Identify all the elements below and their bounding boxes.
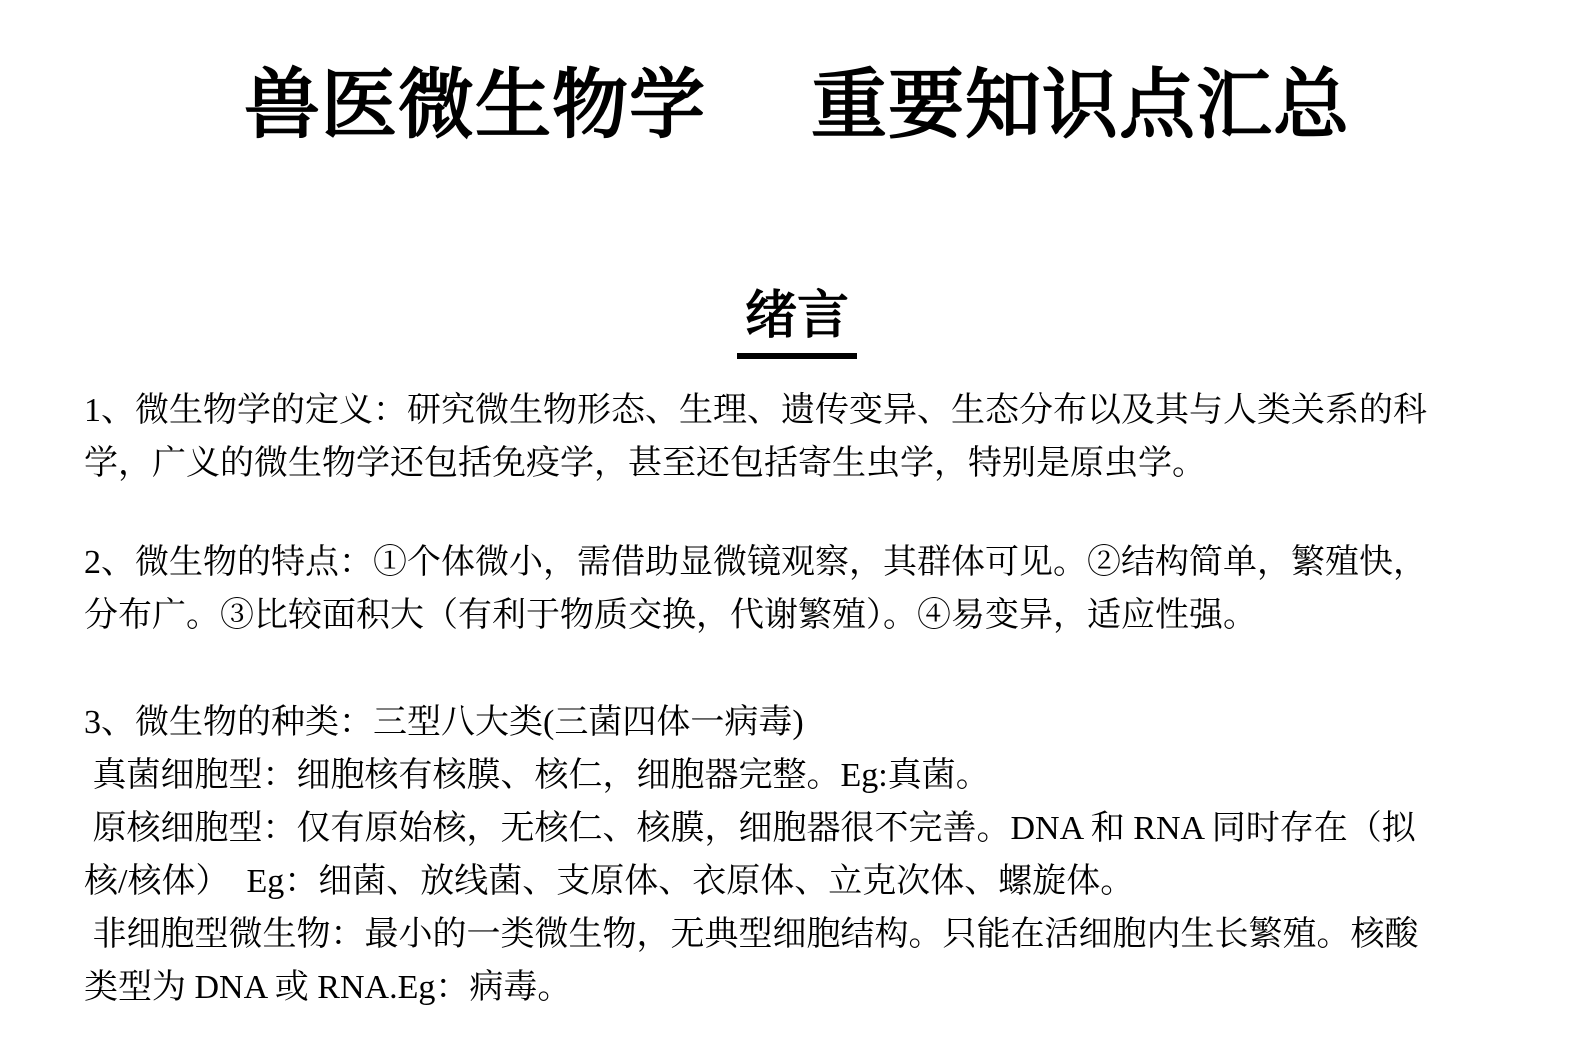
text-line: 真菌细胞型：细胞核有核膜、核仁，细胞器完整。Eg:真菌。 — [84, 757, 990, 794]
text-line: 2、微生物的特点：①个体微小，需借助显微镜观察，其群体可见。②结构简单，繁殖快， — [84, 544, 1427, 581]
paragraph-microbe-types — [84, 696, 1510, 1014]
section-heading: 绪言 — [737, 283, 857, 359]
text-line: 1、微生物学的定义：研究微生物形态、生理、遗传变异、生态分布以及其与人类关系的科 — [84, 392, 1427, 429]
text-line: 学，广义的微生物学还包括免疫学，甚至还包括寄生虫学，特别是原虫学。 — [84, 445, 1206, 482]
document-body — [84, 384, 1510, 1014]
text-line: 非细胞型微生物：最小的一类微生物，无典型细胞结构。只能在活细胞内生长繁殖。核酸 — [84, 916, 1419, 953]
text-line: 3、微生物的种类：三型八大类(三菌四体一病毒) — [84, 704, 804, 741]
text-line: 类型为 DNA 或 RNA.Eg：病毒。 — [84, 969, 572, 1006]
paragraph-microbe-characteristics — [84, 536, 1510, 642]
text-line: 原核细胞型：仅有原始核，无核仁、核膜，细胞器很不完善。DNA 和 RNA 同时存在（拟 — [84, 810, 1416, 847]
document-title — [84, 58, 1510, 155]
section-heading-row — [84, 283, 1510, 359]
document-title-left: 兽医微生物学 — [244, 64, 706, 148]
paragraph-microbiology-definition — [84, 384, 1510, 490]
text-line: 分布广。③比较面积大（有利于物质交换，代谢繁殖）。④易变异，适应性强。 — [84, 597, 1257, 634]
document-title-right: 重要知识点汇总 — [811, 64, 1350, 148]
text-line: 核/核体） Eg：细菌、放线菌、支原体、衣原体、立克次体、螺旋体。 — [84, 863, 1135, 900]
